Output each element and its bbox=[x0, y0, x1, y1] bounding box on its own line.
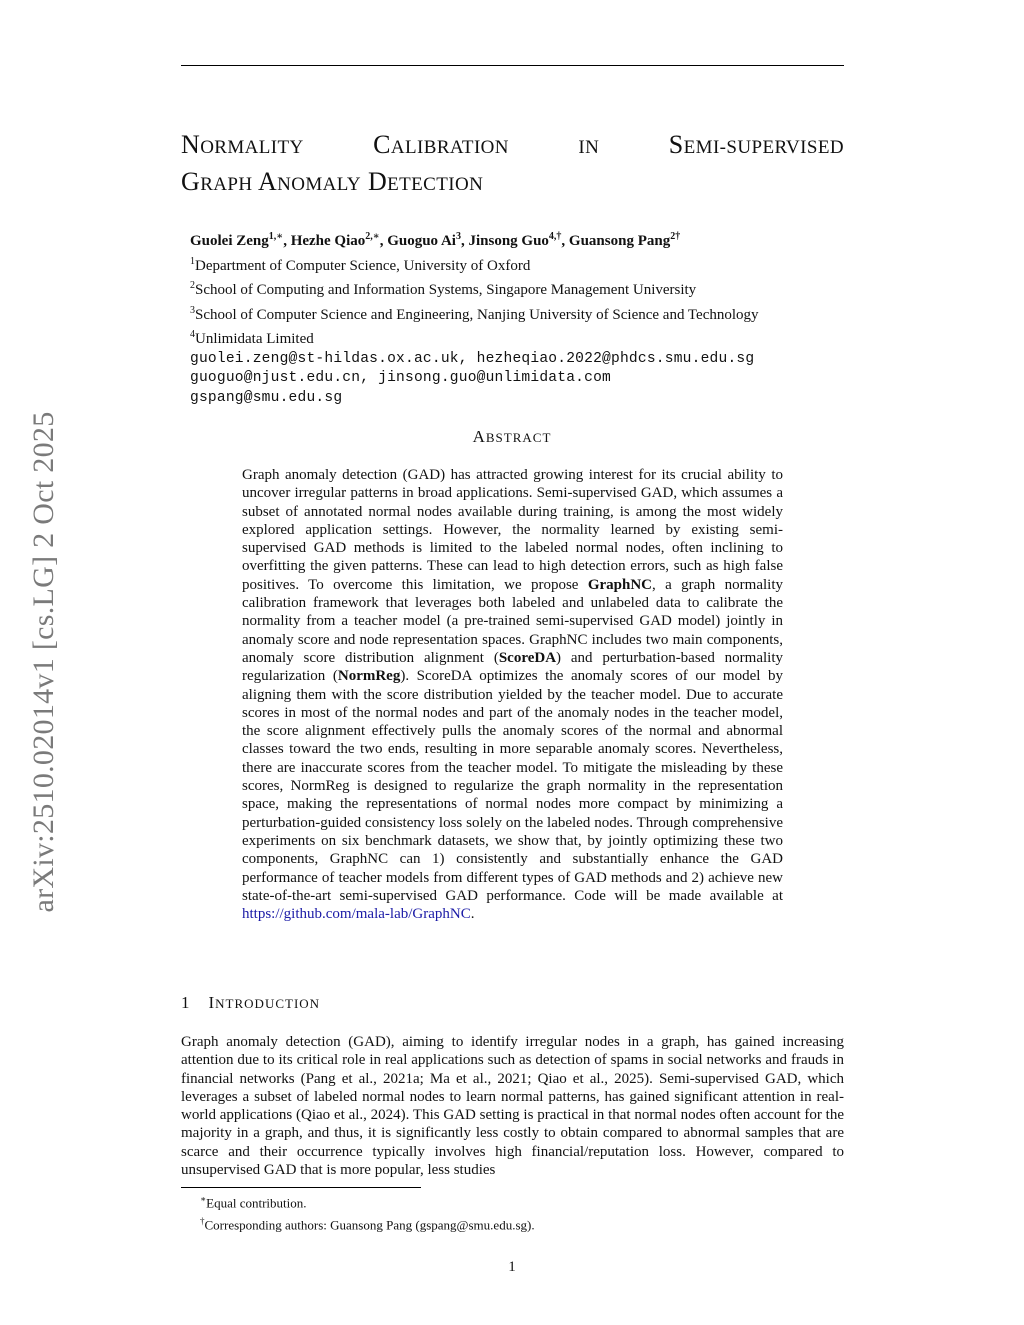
email-line: guoguo@njust.edu.cn, jinsong.guo@unlimidata.com bbox=[190, 370, 612, 386]
code-link[interactable]: https://github.com/mala-lab/GraphNC bbox=[242, 906, 471, 923]
title-word: IN bbox=[578, 137, 600, 158]
introduction-body: Graph anomaly detection (GAD), aiming to identify irregular nodes in a graph, has gained increasing attention due to its critical role in real applications such as detection of spams in social networks and frauds in financial networks (Pang et al., 2021a; Ma et al., 2021; Qiao et al., 2025). Semi-supervised GAD, which leverages a subset of labeled normal nodes to learn normal patterns, has gained significant attention in real-world applications (Qiao et al., 2024). This GAD setting is practical in that normal nodes often account for the majority in a graph, and thus, it is significantly less costly to obtain compared to abnormal samples that are scarce and their occurrence typically involves high financial/reputation loss. However, compared to unsupervised GAD that is more popular, less studies bbox=[181, 1034, 844, 1179]
email-line: gspang@smu.edu.sg bbox=[190, 389, 343, 406]
arxiv-stamp: arXiv:2510.02014v1 [cs.LG] 2 Oct 2025 bbox=[27, 411, 60, 913]
email-line: guolei.zeng@st-hildas.ox.ac.uk, hezheqiao.2022@phdcs.smu.edu.sg bbox=[190, 350, 755, 367]
footnote: †Corresponding authors: Guansong Pang (gspang@smu.edu.sg). bbox=[200, 1216, 535, 1233]
affiliation: $^2$School of Computing and Information Systems, Singapore Management University bbox=[190, 280, 697, 298]
footnote: ∗Equal contribution. bbox=[200, 1194, 307, 1211]
author-names: Guolei Zeng$^{1,∗}$, Hezhe Qiao$^{2,∗}$, Guoguo Ai$^3$, Jinsong Guo$^{4,\dagger}$, Guansong Pang$^{2\dagger}$ bbox=[190, 231, 681, 249]
footnotes bbox=[200, 1190, 535, 1235]
component-name: NormReg bbox=[337, 668, 401, 685]
affiliation: $^3$School of Computer Science and Engineering, Nanjing University of Science and Technology bbox=[190, 304, 759, 323]
footnote-rule bbox=[181, 1187, 421, 1188]
page-number: 1 bbox=[508, 1259, 516, 1275]
title-word: SEMI-SUPERVISED bbox=[668, 130, 844, 159]
top-rule bbox=[181, 65, 844, 66]
paper-title bbox=[181, 128, 844, 202]
title-line-2: GRAPH ANOMALY DETECTION bbox=[181, 167, 484, 196]
affiliation: $^1$Department of Computer Science, University of Oxford bbox=[190, 255, 531, 274]
title-word: NORMALITY bbox=[181, 130, 304, 159]
component-name: ScoreDA bbox=[498, 649, 557, 666]
abstract-heading: ABSTRACT bbox=[472, 427, 552, 446]
author-block bbox=[190, 227, 850, 408]
title-line-1 bbox=[181, 128, 844, 165]
section-heading-introduction: 1 INTRODUCTION bbox=[181, 993, 321, 1012]
affiliation: $^4$Unlimidata Limited bbox=[190, 329, 314, 347]
title-word: CALIBRATION bbox=[373, 130, 509, 159]
abstract-body: Graph anomaly detection (GAD) has attracted growing interest for its crucial ability to uncover irregular patterns in broad applications. Semi-supervised GAD, which assumes a subset of annotated normal nodes available during training, is among the most widely explored application settings. However, the normality learned by existing semi-supervised GAD methods is limited to the labeled normal nodes, often inclining to overfitting the given patterns. These can lead to high detection errors, such as high false positives. To overcome this limitation, we propose GraphNC, a graph normality calibration framework that leverages both labeled and unlabeled data to calibrate the normality from a teacher model (a pre-trained semi-supervised GAD model) jointly in anomaly score and node representation spaces. GraphNC includes two main components, anomaly score distribution alignment (ScoreDA) and perturbation-based normality regularization (NormReg). ScoreDA optimizes the anomaly scores of our model by aligning them with the score distribution yielded by the teacher model. Due to accurate scores in most of the normal nodes and part of the anomaly nodes in the teacher model, the score alignment effectively pulls the anomaly scores of the normal and abnormal classes toward the two ends, resulting in more separable anomaly scores. Nevertheless, there are inaccurate scores from the teacher model. To mitigate the misleading by these scores, NormReg is designed to regularize the graph normality in the representation space, making the representations of normal nodes more compact by minimizing a perturbation-guided consistency loss solely on the labeled nodes. Through comprehensive experiments on six benchmark datasets, we show that, by jointly optimizing these two components, GraphNC can 1) consistently and substantially enhance the GAD performance of teacher models from different types of GAD methods and 2) achieve new state-of-the-art semi-supervised GAD performance. Code will be made available at https://github.com/mala-lab/GraphNC. bbox=[242, 467, 784, 923]
method-name: GraphNC bbox=[587, 576, 653, 593]
